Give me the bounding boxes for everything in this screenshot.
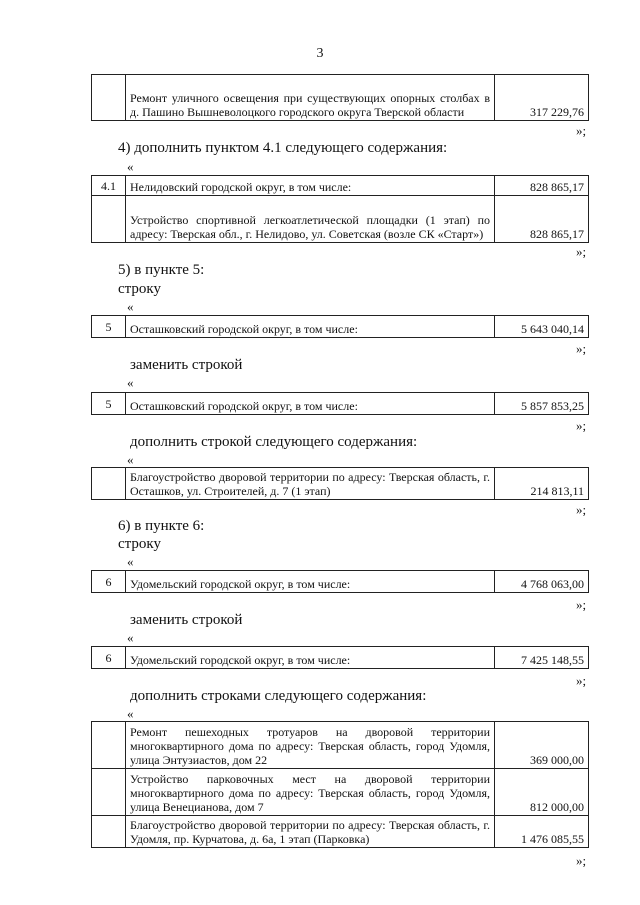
row-number [92,769,126,816]
table-udomlya-old [91,570,589,593]
row-number [92,196,126,243]
row-number: 6 [92,571,126,593]
closing-quote: »; [576,502,587,517]
row-description: Нелидовский городской округ, в том числе: [126,176,495,196]
section-5-heading: 5) в пункте 5: [118,262,205,278]
table-row [92,647,589,669]
opening-quote: « [127,375,134,390]
table-ostashkov-new [91,392,589,415]
opening-quote: « [127,706,134,721]
section-5-sub: строку [118,281,161,297]
section-6-sub: строку [118,536,161,552]
row-amount: 4 768 063,00 [495,571,589,593]
row-amount: 7 425 148,55 [495,647,589,669]
row-number: 6 [92,647,126,669]
closing-quote: »; [576,673,587,688]
row-description: Благоустройство дворовой территории по адресу: Тверская область, г. Удомля, пр. Курчатова, д. 6а, 1 этап (Парковка) [126,816,495,848]
row-amount: 317 229,76 [495,75,589,121]
closing-quote: »; [576,123,587,138]
row-amount: 5 857 853,25 [495,393,589,415]
page-number: 3 [316,46,324,61]
row-number [92,816,126,848]
table-row [92,316,589,338]
closing-quote: »; [576,853,587,868]
table-udomlya-add [91,721,589,848]
closing-quote: »; [576,418,587,433]
table-row [92,468,589,500]
row-amount: 5 643 040,14 [495,316,589,338]
table-row [92,571,589,593]
table-row [92,176,589,196]
table-row [92,769,589,816]
row-description: Устройство парковочных мест на дворовой территории многоквартирного дома по адресу: Тверская область, город Удомля, улица Венецианова, дом 7 [126,769,495,816]
row-description: Осташковский городской округ, в том числе: [126,393,495,415]
section-5-add: дополнить строкой следующего содержания: [130,434,418,450]
row-description: Благоустройство дворовой территории по адресу: Тверская область, г. Осташков, ул. Строителей, д. 7 (1 этап) [126,468,495,500]
table-row [92,393,589,415]
table-ostashkov-old [91,315,589,338]
row-number: 5 [92,393,126,415]
opening-quote: « [127,299,134,314]
section-6-replace: заменить строкой [130,612,243,628]
opening-quote: « [127,452,134,467]
row-number [92,722,126,769]
row-number [92,468,126,500]
row-number: 5 [92,316,126,338]
opening-quote: « [127,630,134,645]
closing-quote: »; [576,244,587,259]
table-row [92,722,589,769]
section-5-replace: заменить строкой [130,357,243,373]
closing-quote: »; [576,341,587,356]
section-4-heading: 4) дополнить пунктом 4.1 следующего содержания: [118,140,448,156]
row-number: 4.1 [92,176,126,196]
opening-quote: « [127,554,134,569]
table-ostashkov-add [91,467,589,500]
row-amount: 812 000,00 [495,769,589,816]
table-row [92,75,589,121]
opening-quote: « [127,159,134,174]
row-number [92,75,126,121]
row-description: Ремонт уличного освещения при существующих опорных столбах в д. Пашино Вышневолоцкого городского округа Тверской области [126,75,495,121]
table-street-lighting [91,74,589,121]
section-6-add: дополнить строками следующего содержания: [130,688,427,704]
row-description: Устройство спортивной легкоатлетической площадки (1 этап) по адресу: Тверская обл., г. Нелидово, ул. Советская (возле СК «Старт») [126,196,495,243]
table-nelidovo [91,175,589,243]
row-amount: 828 865,17 [495,176,589,196]
row-description: Удомельский городской округ, в том числе: [126,571,495,593]
row-description: Осташковский городской округ, в том числе: [126,316,495,338]
row-amount: 1 476 085,55 [495,816,589,848]
row-amount: 214 813,11 [495,468,589,500]
table-row [92,816,589,848]
row-amount: 369 000,00 [495,722,589,769]
row-description: Ремонт пешеходных тротуаров на дворовой территории многоквартирного дома по адресу: Тверская область, город Удомля, улица Энтузиастов, дом 22 [126,722,495,769]
closing-quote: »; [576,597,587,612]
table-udomlya-new [91,646,589,669]
section-6-heading: 6) в пункте 6: [118,518,205,534]
row-description: Удомельский городской округ, в том числе: [126,647,495,669]
row-amount: 828 865,17 [495,196,589,243]
table-row [92,196,589,243]
